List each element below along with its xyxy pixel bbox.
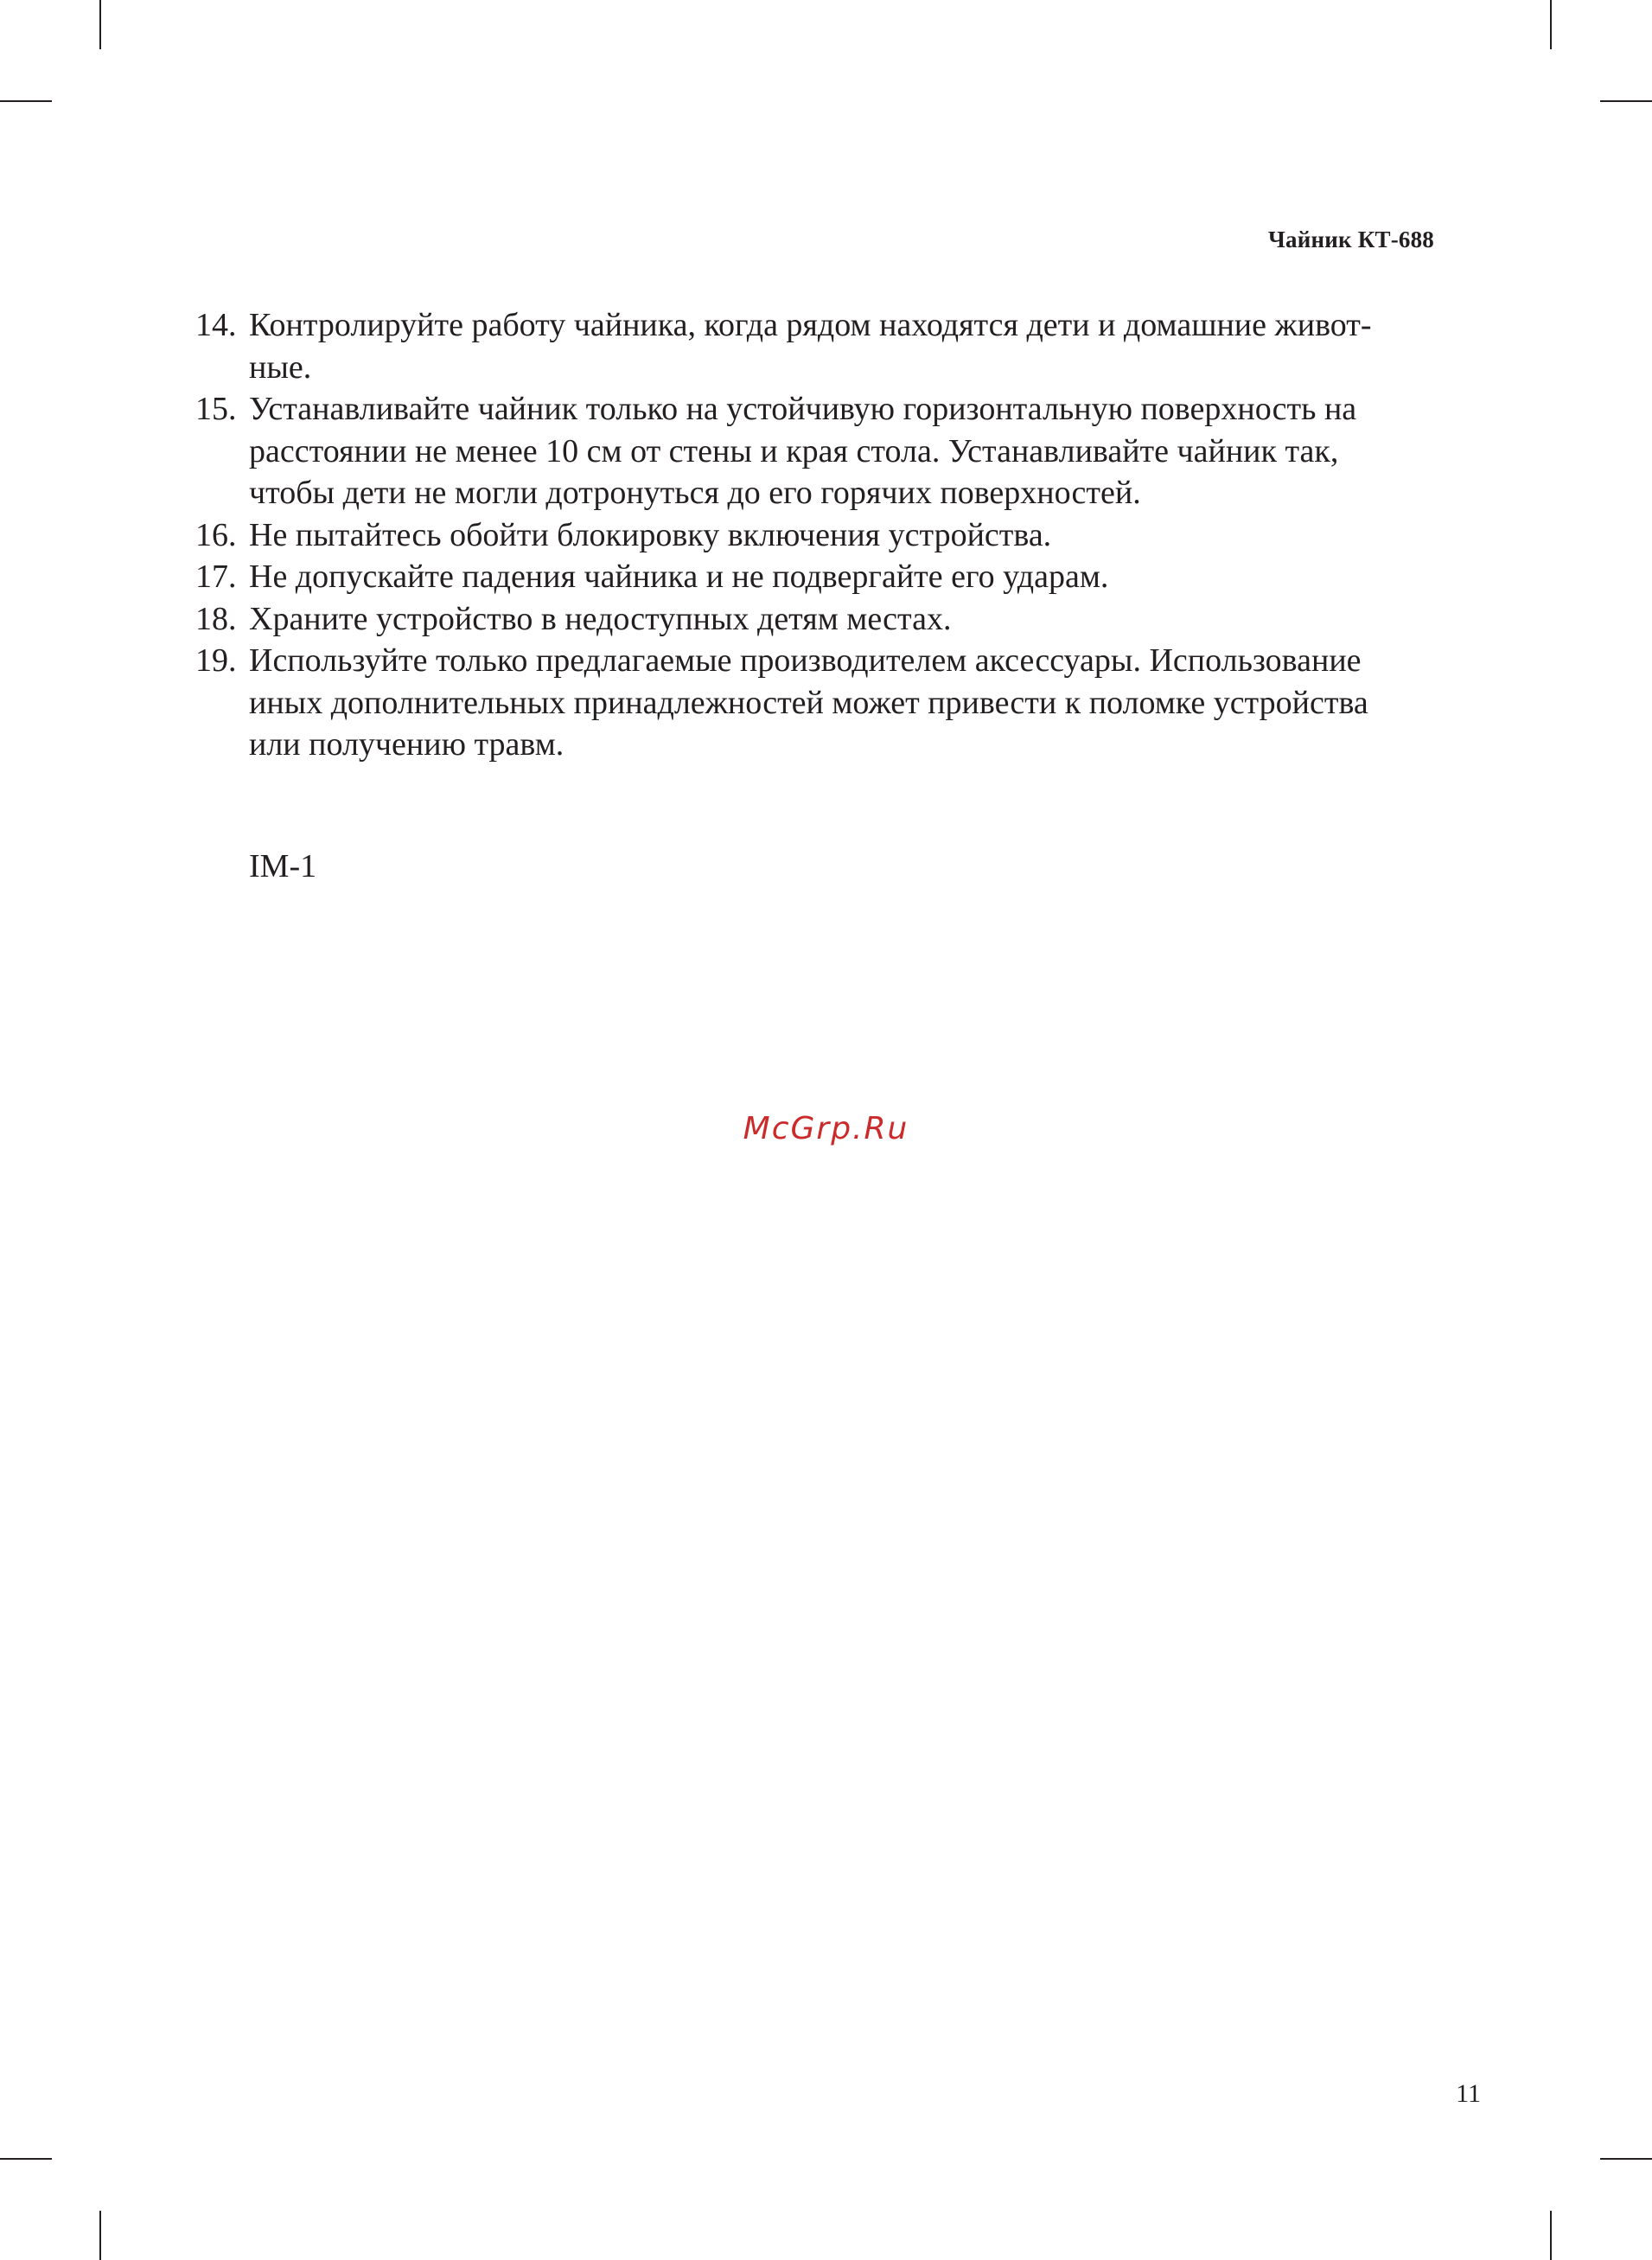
instruction-number: 15. [195,391,237,427]
crop-mark-bottom-left-h [0,2158,52,2160]
instruction-number: 19. [195,642,237,679]
instruction-line: Храните устройство в недоступных детям местах. [249,600,952,637]
instruction-number: 17. [195,559,237,595]
instruction-number: 18. [195,600,237,637]
watermark-text: McGrp.Ru [743,1111,909,1146]
instruction-line: Устанавливайте чайник только на устойчивую горизонтальную поверхность на [249,391,1357,427]
instruction-line: ные. [249,348,312,386]
instruction-item-16 [195,514,1449,557]
page-number: 11 [1456,2079,1481,2108]
crop-mark-top-right [1550,0,1552,49]
instruction-number: 14. [195,307,237,343]
crop-mark-bottom-right-h [1600,2158,1652,2160]
crop-mark-bottom-right [1550,2211,1552,2260]
instruction-item-19 [195,640,1449,766]
safety-instructions-list [195,304,1449,766]
crop-mark-top-right-h [1600,100,1652,102]
instruction-item-18 [195,598,1449,641]
crop-mark-top-left [99,0,101,49]
instruction-line: Не допускайте падения чайника и не подвергайте его ударам. [249,559,1109,595]
instruction-line: или получению травм. [249,726,564,763]
instruction-line: расстоянии не менее 10 см от стены и края стола. Устанавливайте чайник так, [249,432,1339,469]
instruction-line: чтобы дети не могли дотронуться до его горячих поверхностей. [249,475,1141,511]
instruction-number: 16. [195,516,237,553]
instruction-line: Используйте только предлагаемые производителем аксессуары. Использование [249,642,1362,679]
page-header-title: Чайник КТ-688 [1268,227,1434,252]
instruction-line: иных дополнительных принадлежностей может привести к поломке устройства [249,684,1368,721]
crop-mark-top-left-h [0,100,52,102]
instruction-item-17 [195,556,1449,598]
crop-mark-bottom-left [99,2211,101,2260]
instruction-item-15 [195,388,1449,514]
instruction-item-14 [195,304,1449,388]
document-code: IM-1 [249,848,317,884]
instruction-line: Контролируйте работу чайника, когда рядом находятся дети и домашние живот- [249,307,1372,343]
instruction-line: Не пытайтесь обойти блокировку включения устройства. [249,516,1052,553]
